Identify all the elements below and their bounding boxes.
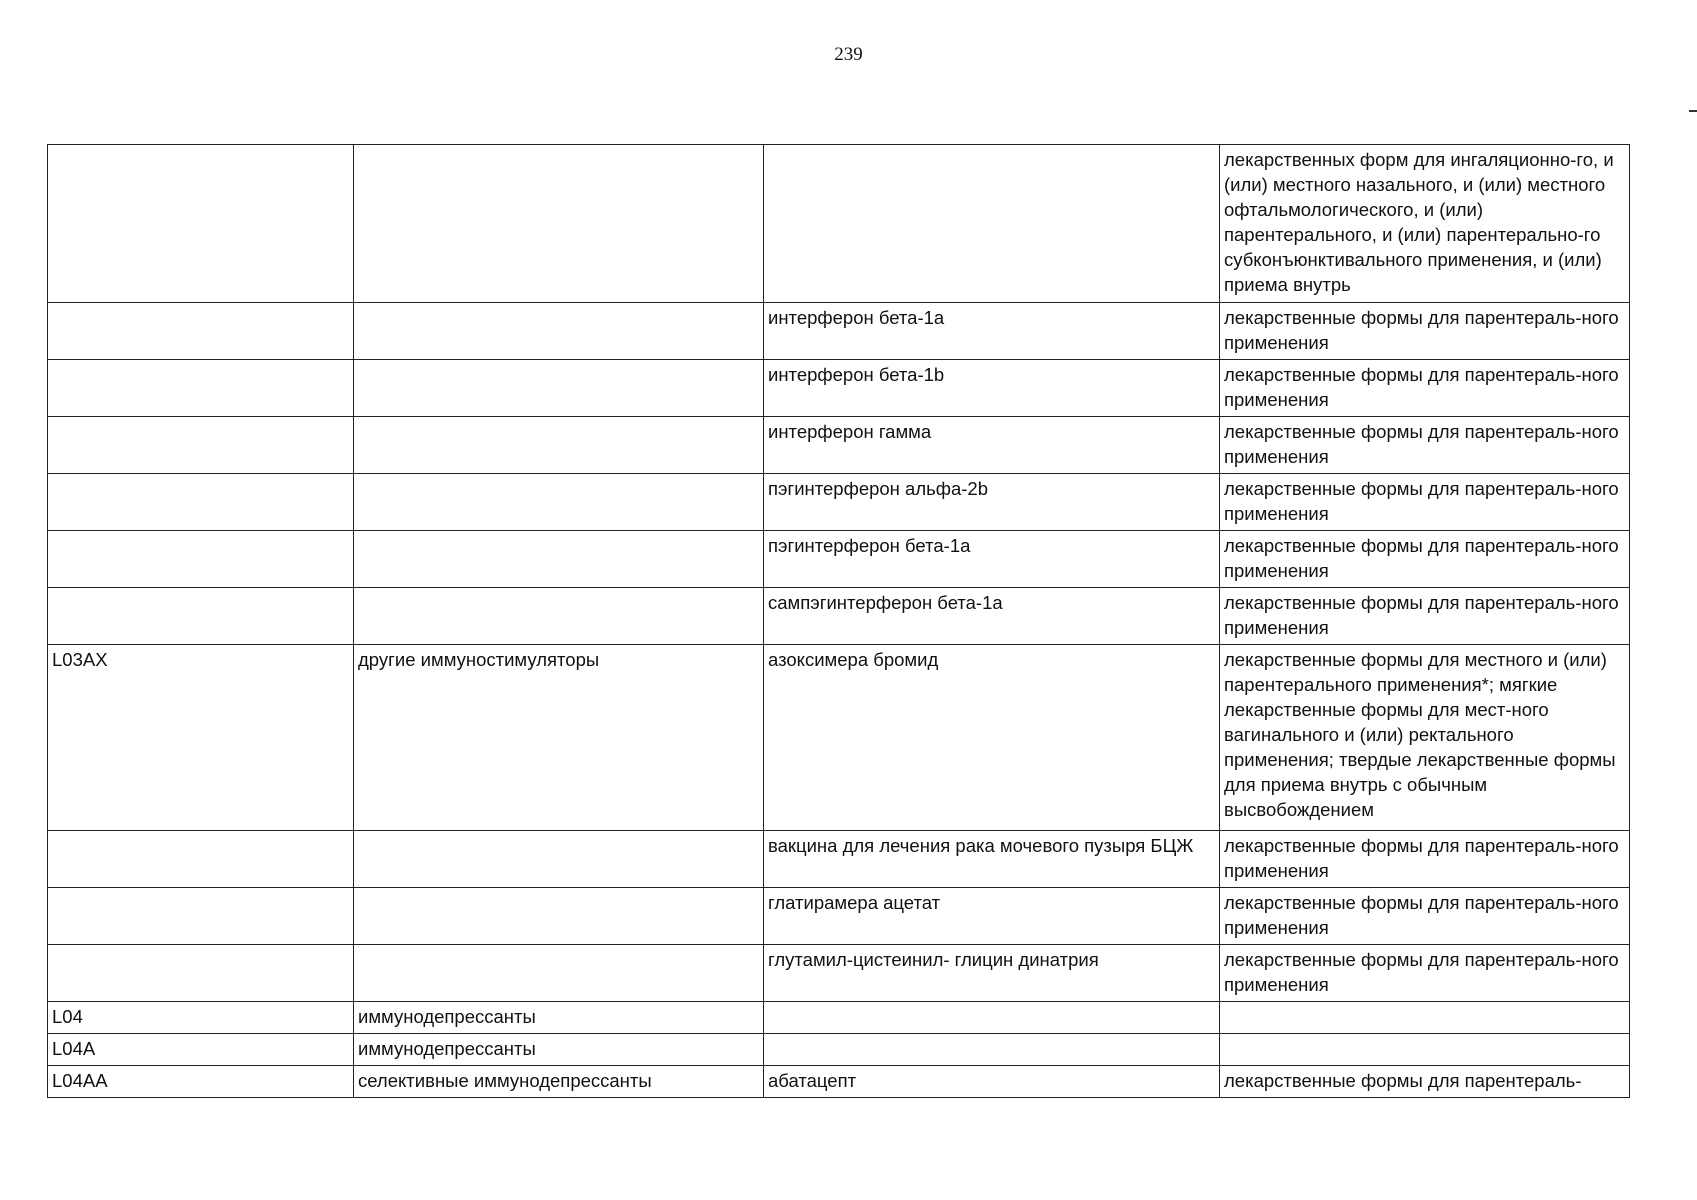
group-name-cell (354, 145, 764, 303)
atc-code-cell (48, 360, 354, 417)
substance-cell: глутамил-цистеинил- глицин динатрия (764, 945, 1220, 1002)
substance-cell: пэгинтерферон бета-1a (764, 531, 1220, 588)
dosage-form-cell: лекарственные формы для парентераль-ного применения (1220, 474, 1630, 531)
table-row (48, 945, 1630, 1002)
group-name-cell (354, 945, 764, 1002)
drug-classification-table (47, 144, 1630, 1098)
table-row (48, 645, 1630, 831)
dosage-form-cell: лекарственные формы для парентераль- (1220, 1066, 1630, 1098)
table-row (48, 1066, 1630, 1098)
table-row (48, 145, 1630, 303)
dosage-form-cell: лекарственные формы для парентераль-ного применения (1220, 360, 1630, 417)
atc-code-cell (48, 588, 354, 645)
substance-cell: сампэгинтерферон бета-1a (764, 588, 1220, 645)
table-row (48, 360, 1630, 417)
table-row (48, 588, 1630, 645)
group-name-cell (354, 888, 764, 945)
substance-cell: интерферон бета-1b (764, 360, 1220, 417)
atc-code-cell (48, 531, 354, 588)
group-name-cell (354, 474, 764, 531)
dosage-form-cell (1220, 1034, 1630, 1066)
substance-cell: пэгинтерферон альфа-2b (764, 474, 1220, 531)
dosage-form-cell: лекарственные формы для парентераль-ного применения (1220, 531, 1630, 588)
group-name-cell (354, 303, 764, 360)
atc-code-cell: L04A (48, 1034, 354, 1066)
group-name-cell: иммунодепрессанты (354, 1034, 764, 1066)
atc-code-cell: L04AA (48, 1066, 354, 1098)
table-row (48, 888, 1630, 945)
dosage-form-cell: лекарственные формы для парентераль-ного применения (1220, 888, 1630, 945)
dosage-form-cell (1220, 1002, 1630, 1034)
dosage-form-cell: лекарственные формы для парентераль-ного применения (1220, 303, 1630, 360)
group-name-cell (354, 588, 764, 645)
atc-code-cell (48, 888, 354, 945)
substance-cell: интерферон бета-1a (764, 303, 1220, 360)
substance-cell: глатирамера ацетат (764, 888, 1220, 945)
group-name-cell (354, 360, 764, 417)
group-name-cell: другие иммуностимуляторы (354, 645, 764, 831)
dosage-form-cell: лекарственные формы для местного и (или) парентерального применения*; мягкие лекарственные формы для мест-ного вагинального и (или) ректального применения; твердые лекарственные формы для приема внутрь с обычным высвобождением (1220, 645, 1630, 831)
atc-code-cell: L04 (48, 1002, 354, 1034)
group-name-cell: иммунодепрессанты (354, 1002, 764, 1034)
table-row (48, 303, 1630, 360)
table-row (48, 1002, 1630, 1034)
atc-code-cell (48, 831, 354, 888)
group-name-cell (354, 831, 764, 888)
table-row (48, 474, 1630, 531)
substance-cell: абатацепт (764, 1066, 1220, 1098)
atc-code-cell (48, 945, 354, 1002)
table-row (48, 531, 1630, 588)
substance-cell: вакцина для лечения рака мочевого пузыря БЦЖ (764, 831, 1220, 888)
substance-cell: азоксимера бромид (764, 645, 1220, 831)
substance-cell (764, 1034, 1220, 1066)
table-row (48, 417, 1630, 474)
atc-code-cell (48, 474, 354, 531)
table-row (48, 1034, 1630, 1066)
dosage-form-cell: лекарственные формы для парентераль-ного применения (1220, 831, 1630, 888)
group-name-cell (354, 417, 764, 474)
table-row (48, 831, 1630, 888)
atc-code-cell (48, 145, 354, 303)
dosage-form-cell: лекарственных форм для ингаляционно-го, и (или) местного назального, и (или) местного офтальмологического, и (или) парентерального, и (или) парентерально-го субконъюнктивального применения, и (или) приема внутрь (1220, 145, 1630, 303)
substance-cell (764, 1002, 1220, 1034)
dosage-form-cell: лекарственные формы для парентераль-ного применения (1220, 945, 1630, 1002)
substance-cell: интерферон гамма (764, 417, 1220, 474)
substance-cell (764, 145, 1220, 303)
atc-code-cell (48, 303, 354, 360)
group-name-cell (354, 531, 764, 588)
page-number: 239 (834, 44, 863, 65)
dosage-form-cell: лекарственные формы для парентераль-ного применения (1220, 417, 1630, 474)
atc-code-cell (48, 417, 354, 474)
group-name-cell: селективные иммунодепрессанты (354, 1066, 764, 1098)
dosage-form-cell: лекарственные формы для парентераль-ного применения (1220, 588, 1630, 645)
edge-mark (1689, 110, 1697, 112)
atc-code-cell: L03AX (48, 645, 354, 831)
